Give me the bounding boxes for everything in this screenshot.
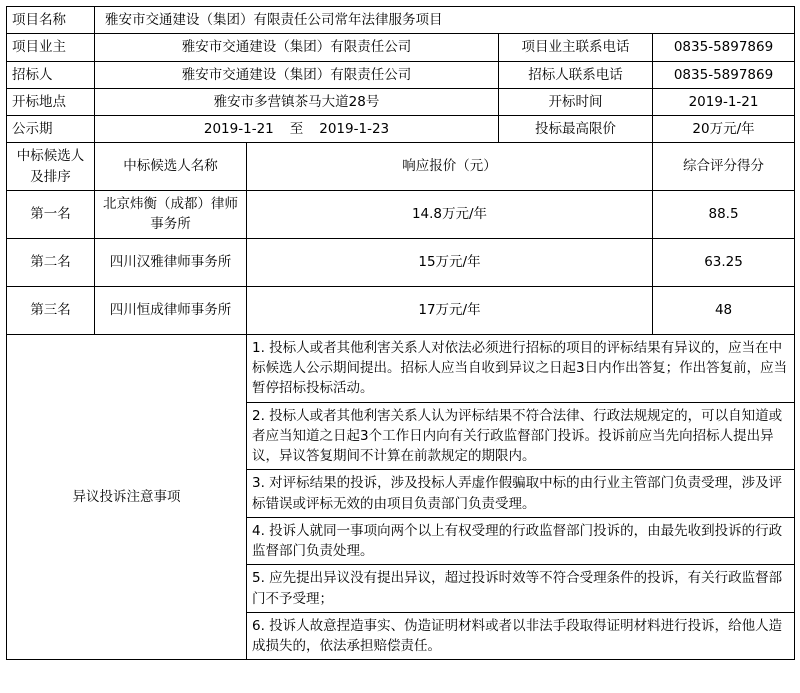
project-name-label: 项目名称: [7, 7, 95, 34]
table-row-candidate: [7, 286, 795, 334]
notice-item: 3. 对评标结果的投诉，涉及投标人弄虚作假骗取中标的由行业主管部门负责受理，涉及评标错误或评标无效的由项目负责部门负责受理。: [247, 470, 795, 518]
candidate-score-header: 综合评分得分: [653, 143, 795, 191]
candidate-price: 15万元/年: [247, 238, 653, 286]
announcement-table: [6, 6, 795, 660]
publicity-start: 2019-1-21: [203, 121, 274, 137]
max-price-value: 20万元/年: [653, 116, 795, 143]
open-place-label: 开标地点: [7, 88, 95, 115]
candidate-name: [95, 190, 247, 238]
project-name-value: 雅安市交通建设（集团）有限责任公司常年法律服务项目: [95, 7, 795, 34]
candidate-rank-header: [7, 143, 95, 191]
open-time-label: 开标时间: [499, 88, 653, 115]
candidate-rank: 第三名: [7, 286, 95, 334]
notice-item: 5. 应先提出异议没有提出异议，超过投诉时效等不符合受理条件的投诉，有关行政监督部门不予受理；: [247, 565, 795, 613]
open-place-value: 雅安市多营镇茶马大道28号: [95, 88, 499, 115]
owner-label: 项目业主: [7, 34, 95, 61]
candidate-price: 14.8万元/年: [247, 190, 653, 238]
notice-item: 1. 投标人或者其他利害关系人对依法必须进行招标的项目的评标结果有异议的，应当在中标候选人公示期间提出。招标人应当自收到异议之日起3日内作出答复；作出答复前，应当暂停招标投标活动。: [247, 334, 795, 402]
candidate-price-header: 响应报价（元）: [247, 143, 653, 191]
candidate-name-header: 中标候选人名称: [95, 143, 247, 191]
candidate-rank-header-line1: 中标候选人: [16, 148, 85, 165]
max-price-label: 投标最高限价: [499, 116, 653, 143]
table-row-owner: [7, 34, 795, 61]
candidate-price: 17万元/年: [247, 286, 653, 334]
owner-value: 雅安市交通建设（集团）有限责任公司: [95, 34, 499, 61]
tenderer-phone-value: 0835-5897869: [653, 61, 795, 88]
publicity-label: 公示期: [7, 116, 95, 143]
notice-item: 6. 投诉人故意捏造事实、伪造证明材料或者以非法手段取得证明材料进行投诉，给他人造成损失的，依法承担赔偿责任。: [247, 612, 795, 660]
tenderer-label: 招标人: [7, 61, 95, 88]
candidate-score: 88.5: [653, 190, 795, 238]
open-time-value: 2019-1-21: [653, 88, 795, 115]
owner-phone-label: 项目业主联系电话: [499, 34, 653, 61]
table-row-notice: [7, 334, 795, 402]
tenderer-phone-label: 招标人联系电话: [499, 61, 653, 88]
notice-label: 异议投诉注意事项: [7, 334, 247, 660]
publicity-connector: 至: [289, 121, 304, 137]
table-row-open-place: [7, 88, 795, 115]
table-row-publicity: [7, 116, 795, 143]
tenderer-value: 雅安市交通建设（集团）有限责任公司: [95, 61, 499, 88]
publicity-end: 2019-1-23: [319, 121, 390, 137]
candidate-name: 四川汉雅律师事务所: [95, 238, 247, 286]
table-row-candidate: [7, 238, 795, 286]
table-row-candidate: [7, 190, 795, 238]
candidate-rank-header-line2: 及排序: [30, 168, 71, 185]
candidate-name: 四川恒成律师事务所: [95, 286, 247, 334]
candidate-name-line2: 事务所: [150, 216, 191, 233]
candidate-score: 48: [653, 286, 795, 334]
candidate-score: 63.25: [653, 238, 795, 286]
table-row-candidate-header: [7, 143, 795, 191]
publicity-value: [95, 116, 499, 143]
notice-item: 2. 投标人或者其他利害关系人认为评标结果不符合法律、行政法规规定的，可以自知道或者应当知道之日起3个工作日内向有关行政监督部门投诉。投诉前应当先向招标人提出异议，异议答复期间不计算在前款规定的期限内。: [247, 402, 795, 470]
table-row-tenderer: [7, 61, 795, 88]
candidate-rank: 第一名: [7, 190, 95, 238]
owner-phone-value: 0835-5897869: [653, 34, 795, 61]
notice-item: 4. 投诉人就同一事项向两个以上有权受理的行政监督部门投诉的，由最先收到投诉的行政监督部门负责处理。: [247, 517, 795, 565]
candidate-name-line1: 北京炜衡（成都）律师: [103, 196, 238, 212]
candidate-rank: 第二名: [7, 238, 95, 286]
table-row-project-name: [7, 7, 795, 34]
